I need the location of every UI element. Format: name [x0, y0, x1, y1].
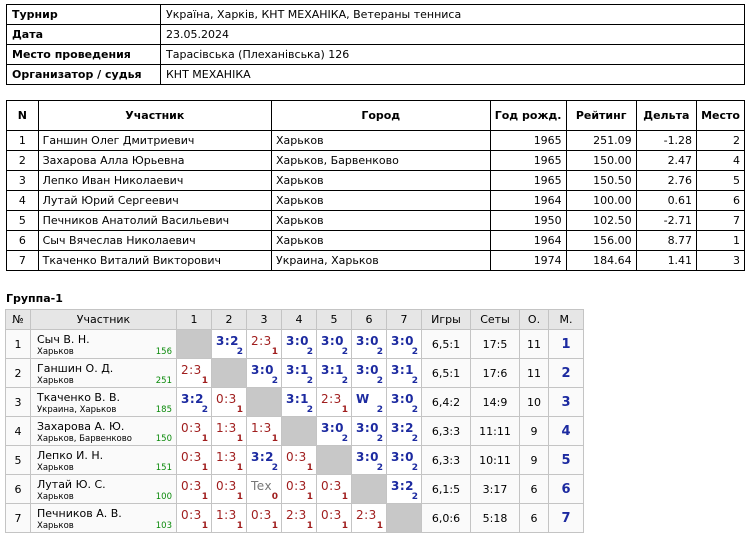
player-city: Харьков [37, 463, 74, 473]
group-col-header: 7 [387, 310, 422, 330]
match-result [317, 475, 352, 504]
match-points: 2 [271, 463, 278, 473]
match-points: 1 [376, 521, 383, 531]
match-points: 1 [201, 376, 208, 386]
match-score: 0:3 [286, 450, 307, 464]
match-result [282, 330, 317, 359]
participants-col-header: Участник [38, 101, 271, 131]
diagonal-cell [317, 446, 352, 475]
group-col-header: 4 [282, 310, 317, 330]
match-points: 1 [271, 347, 278, 357]
group-row-number: 4 [6, 417, 31, 446]
match-points: 1 [201, 463, 208, 473]
participant-year: 1964 [490, 191, 566, 211]
player-city: Харьков, Барвенково [37, 434, 132, 444]
match-score: 3:1 [391, 363, 414, 377]
player-name: Лепко И. Н. [37, 449, 104, 462]
group-points: 11 [520, 359, 549, 388]
group-games: 6,3:3 [422, 417, 471, 446]
match-score: 3:0 [286, 334, 309, 348]
match-points: 1 [306, 521, 313, 531]
match-result [212, 475, 247, 504]
group-row-number: 6 [6, 475, 31, 504]
participant-name: Захарова Алла Юрьевна [38, 151, 271, 171]
group-sets: 10:11 [471, 446, 520, 475]
player-name: Сыч В. Н. [37, 333, 90, 346]
group-points: 10 [520, 388, 549, 417]
group-col-header: 6 [352, 310, 387, 330]
player-city: Харьков [37, 521, 74, 531]
match-score: 3:0 [356, 334, 379, 348]
participants-col-header: Рейтинг [566, 101, 636, 131]
match-points: 1 [306, 492, 313, 502]
participant-name: Лутай Юрий Сергеевич [38, 191, 271, 211]
participant-rating: 102.50 [566, 211, 636, 231]
match-result [352, 330, 387, 359]
match-score: 0:3 [321, 479, 342, 493]
match-result [352, 504, 387, 533]
info-row [7, 25, 745, 45]
group-points: 9 [520, 446, 549, 475]
participant-year: 1964 [490, 231, 566, 251]
group-place: 7 [549, 504, 584, 533]
match-points: 2 [306, 347, 313, 357]
player-name: Печников А. В. [37, 507, 122, 520]
match-points: 1 [341, 405, 348, 415]
group-row [6, 330, 584, 359]
match-score: 3:0 [356, 421, 379, 435]
participant-row [7, 251, 745, 271]
group-row [6, 475, 584, 504]
player-rating: 150 [155, 434, 172, 444]
group-games: 6,3:3 [422, 446, 471, 475]
participant-row [7, 211, 745, 231]
match-points: 0 [271, 492, 278, 502]
participant-rating: 100.00 [566, 191, 636, 211]
match-score: 3:2 [391, 479, 414, 493]
group-player [31, 504, 177, 533]
participants-col-header: Дельта [636, 101, 696, 131]
match-result [352, 359, 387, 388]
participant-row [7, 151, 745, 171]
group-row-number: 2 [6, 359, 31, 388]
match-score: 0:3 [216, 392, 237, 406]
match-result [387, 388, 422, 417]
match-points: 2 [376, 347, 383, 357]
match-score: 2:3 [321, 392, 342, 406]
tournament-info-table [6, 4, 745, 85]
match-result [317, 359, 352, 388]
match-result [317, 330, 352, 359]
match-points: 2 [411, 347, 418, 357]
match-points: 2 [236, 347, 243, 357]
match-result [212, 417, 247, 446]
participant-year: 1965 [490, 151, 566, 171]
match-points: 2 [341, 434, 348, 444]
participants-col-header: N [7, 101, 39, 131]
match-result [317, 417, 352, 446]
match-score: 3:0 [391, 450, 414, 464]
player-city: Украина, Харьков [37, 405, 117, 415]
participant-name: Ткаченко Виталий Викторович [38, 251, 271, 271]
group-col-header: Участник [31, 310, 177, 330]
match-score: 0:3 [321, 508, 342, 522]
info-label: Турнир [7, 5, 161, 25]
match-result [352, 388, 387, 417]
match-points: 1 [236, 492, 243, 502]
match-score: 2:3 [356, 508, 377, 522]
group-points: 6 [520, 475, 549, 504]
participant-place: 5 [697, 171, 745, 191]
group-points: 6 [520, 504, 549, 533]
diagonal-cell [212, 359, 247, 388]
participants-col-header: Место [697, 101, 745, 131]
diagonal-cell [352, 475, 387, 504]
match-score: 1:3 [251, 421, 272, 435]
diagonal-cell [177, 330, 212, 359]
player-rating: 251 [155, 376, 172, 386]
match-result [387, 359, 422, 388]
participant-rating: 251.09 [566, 131, 636, 151]
group-points: 11 [520, 330, 549, 359]
participant-place: 1 [697, 231, 745, 251]
info-label: Дата [7, 25, 161, 45]
player-name: Ткаченко В. В. [37, 391, 121, 404]
participant-place: 2 [697, 131, 745, 151]
match-result [177, 359, 212, 388]
match-score: 3:0 [356, 363, 379, 377]
match-score: 3:0 [356, 450, 379, 464]
match-result [282, 504, 317, 533]
diagonal-cell [282, 417, 317, 446]
participant-n: 2 [7, 151, 39, 171]
group-place: 3 [549, 388, 584, 417]
group-col-header: Игры [422, 310, 471, 330]
group-row [6, 504, 584, 533]
match-points: 1 [341, 521, 348, 531]
info-value: Тарасівська (Плеханівська) 126 [161, 45, 745, 65]
group-sets: 17:6 [471, 359, 520, 388]
group-player [31, 417, 177, 446]
participant-name: Сыч Вячеслав Николаевич [38, 231, 271, 251]
group-col-header: Сеты [471, 310, 520, 330]
match-score: 3:1 [286, 363, 309, 377]
match-points: 2 [341, 376, 348, 386]
match-points: 1 [341, 492, 348, 502]
group-col-header: О. [520, 310, 549, 330]
match-score: 2:3 [286, 508, 307, 522]
participant-delta: 8.77 [636, 231, 696, 251]
match-points: 2 [376, 376, 383, 386]
participant-year: 1965 [490, 171, 566, 191]
participant-city: Харьков [271, 231, 490, 251]
match-score: W [356, 392, 370, 406]
match-points: 1 [201, 492, 208, 502]
match-points: 2 [411, 376, 418, 386]
group-col-header: М. [549, 310, 584, 330]
match-result [177, 504, 212, 533]
participant-place: 6 [697, 191, 745, 211]
participant-delta: -1.28 [636, 131, 696, 151]
group-player [31, 388, 177, 417]
participant-rating: 156.00 [566, 231, 636, 251]
info-label: Место проведения [7, 45, 161, 65]
match-result [317, 388, 352, 417]
participant-city: Харьков [271, 171, 490, 191]
match-score: 3:2 [181, 392, 204, 406]
info-row [7, 65, 745, 85]
match-result [177, 475, 212, 504]
match-score: 0:3 [181, 450, 202, 464]
match-result [282, 359, 317, 388]
participants-col-header: Год рожд. [490, 101, 566, 131]
participant-city: Харьков, Барвенково [271, 151, 490, 171]
match-result [212, 504, 247, 533]
participant-n: 1 [7, 131, 39, 151]
match-score: Tex [251, 479, 273, 493]
group-games: 6,5:1 [422, 359, 471, 388]
group-col-header: 5 [317, 310, 352, 330]
player-rating: 100 [155, 492, 172, 502]
participant-row [7, 171, 745, 191]
match-points: 2 [411, 492, 418, 502]
group-sets: 3:17 [471, 475, 520, 504]
match-score: 1:3 [216, 450, 237, 464]
match-points: 1 [236, 434, 243, 444]
info-label: Организатор / судья [7, 65, 161, 85]
participant-row [7, 131, 745, 151]
participant-place: 3 [697, 251, 745, 271]
player-rating: 103 [155, 521, 172, 531]
match-score: 3:0 [391, 392, 414, 406]
match-score: 3:0 [251, 363, 274, 377]
participant-delta: 2.76 [636, 171, 696, 191]
group-sets: 5:18 [471, 504, 520, 533]
participant-year: 1974 [490, 251, 566, 271]
info-row [7, 45, 745, 65]
participant-delta: 0.61 [636, 191, 696, 211]
match-points: 1 [201, 434, 208, 444]
group-col-header: 1 [177, 310, 212, 330]
participant-name: Печников Анатолий Васильевич [38, 211, 271, 231]
diagonal-cell [387, 504, 422, 533]
match-score: 3:2 [391, 421, 414, 435]
participant-delta: 1.41 [636, 251, 696, 271]
participants-col-header: Город [271, 101, 490, 131]
match-score: 0:3 [181, 421, 202, 435]
match-points: 2 [376, 463, 383, 473]
match-result [212, 330, 247, 359]
group-row [6, 417, 584, 446]
participant-row [7, 231, 745, 251]
match-score: 3:2 [251, 450, 274, 464]
match-result [247, 417, 282, 446]
match-result [352, 446, 387, 475]
player-city: Харьков [37, 376, 74, 386]
participant-n: 6 [7, 231, 39, 251]
player-name: Ганшин О. Д. [37, 362, 114, 375]
match-result [387, 417, 422, 446]
diagonal-cell [247, 388, 282, 417]
player-name: Захарова А. Ю. [37, 420, 125, 433]
group-results-grid [5, 309, 584, 533]
match-score: 3:2 [216, 334, 239, 348]
participant-n: 3 [7, 171, 39, 191]
participant-rating: 184.64 [566, 251, 636, 271]
participant-city: Харьков [271, 191, 490, 211]
match-points: 2 [411, 405, 418, 415]
match-score: 2:3 [251, 334, 272, 348]
match-points: 1 [306, 463, 313, 473]
match-score: 0:3 [181, 508, 202, 522]
match-points: 2 [411, 434, 418, 444]
info-value: Україна, Харків, КНТ МЕХАНІКА, Ветераны тенниса [161, 5, 745, 25]
group-row-number: 1 [6, 330, 31, 359]
match-points: 1 [271, 434, 278, 444]
participant-city: Харьков [271, 211, 490, 231]
match-points: 1 [201, 521, 208, 531]
group-col-header: № [6, 310, 31, 330]
match-score: 0:3 [181, 479, 202, 493]
match-result [212, 388, 247, 417]
match-score: 3:0 [321, 421, 344, 435]
info-value: КНТ МЕХАНІКА [161, 65, 745, 85]
match-points: 2 [306, 405, 313, 415]
match-result [387, 330, 422, 359]
match-result [317, 504, 352, 533]
match-result [212, 446, 247, 475]
participant-delta: 2.47 [636, 151, 696, 171]
match-result [247, 446, 282, 475]
group-row [6, 359, 584, 388]
match-points: 1 [271, 521, 278, 531]
match-result [387, 446, 422, 475]
match-points: 2 [341, 347, 348, 357]
player-rating: 156 [155, 347, 172, 357]
group-row-number: 3 [6, 388, 31, 417]
group-sets: 14:9 [471, 388, 520, 417]
match-result [177, 388, 212, 417]
participant-row [7, 191, 745, 211]
group-player [31, 330, 177, 359]
match-result [177, 446, 212, 475]
group-header-row [6, 310, 584, 330]
match-result [387, 475, 422, 504]
match-score: 0:3 [251, 508, 272, 522]
match-points: 2 [271, 376, 278, 386]
match-score: 3:0 [391, 334, 414, 348]
match-result [282, 388, 317, 417]
participant-n: 5 [7, 211, 39, 231]
match-score: 2:3 [181, 363, 202, 377]
info-value: 23.05.2024 [161, 25, 745, 45]
participant-rating: 150.50 [566, 171, 636, 191]
group-player [31, 475, 177, 504]
group-games: 6,0:6 [422, 504, 471, 533]
group-games: 6,1:5 [422, 475, 471, 504]
group-games: 6,4:2 [422, 388, 471, 417]
match-result [247, 330, 282, 359]
match-score: 3:1 [286, 392, 309, 406]
participant-n: 7 [7, 251, 39, 271]
player-city: Харьков [37, 492, 74, 502]
player-rating: 185 [155, 405, 172, 415]
match-points: 2 [411, 463, 418, 473]
participant-year: 1950 [490, 211, 566, 231]
player-rating: 151 [155, 463, 172, 473]
info-row [7, 5, 745, 25]
match-points: 2 [376, 405, 383, 415]
match-score: 1:3 [216, 508, 237, 522]
match-result [177, 417, 212, 446]
group-points: 9 [520, 417, 549, 446]
match-result [352, 417, 387, 446]
participant-rating: 150.00 [566, 151, 636, 171]
match-points: 2 [306, 376, 313, 386]
match-score: 3:0 [321, 334, 344, 348]
match-score: 0:3 [286, 479, 307, 493]
match-points: 2 [201, 405, 208, 415]
match-score: 3:1 [321, 363, 344, 377]
match-result [247, 359, 282, 388]
participants-header-row [7, 101, 745, 131]
group-player [31, 446, 177, 475]
match-result [247, 475, 282, 504]
group-games: 6,5:1 [422, 330, 471, 359]
player-city: Харьков [37, 347, 74, 357]
match-result [282, 446, 317, 475]
group-col-header: 3 [247, 310, 282, 330]
participant-n: 4 [7, 191, 39, 211]
group-player [31, 359, 177, 388]
match-score: 1:3 [216, 421, 237, 435]
group-place: 4 [549, 417, 584, 446]
group-row [6, 388, 584, 417]
match-points: 1 [236, 463, 243, 473]
group-place: 6 [549, 475, 584, 504]
match-points: 2 [376, 434, 383, 444]
group-sets: 17:5 [471, 330, 520, 359]
group-row-number: 5 [6, 446, 31, 475]
match-result [247, 504, 282, 533]
group-row [6, 446, 584, 475]
match-result [282, 475, 317, 504]
participant-city: Харьков [271, 131, 490, 151]
match-score: 0:3 [216, 479, 237, 493]
match-points: 1 [236, 405, 243, 415]
group-place: 5 [549, 446, 584, 475]
player-name: Лутай Ю. С. [37, 478, 106, 491]
participants-table [6, 100, 745, 271]
participant-name: Лепко Иван Николаевич [38, 171, 271, 191]
participant-name: Ганшин Олег Дмитриевич [38, 131, 271, 151]
participant-delta: -2.71 [636, 211, 696, 231]
group-place: 2 [549, 359, 584, 388]
match-points: 1 [236, 521, 243, 531]
group-sets: 11:11 [471, 417, 520, 446]
group-col-header: 2 [212, 310, 247, 330]
participant-place: 4 [697, 151, 745, 171]
participant-city: Украина, Харьков [271, 251, 490, 271]
participant-place: 7 [697, 211, 745, 231]
group-row-number: 7 [6, 504, 31, 533]
participant-year: 1965 [490, 131, 566, 151]
group-title: Группа-1 [6, 292, 63, 305]
group-place: 1 [549, 330, 584, 359]
